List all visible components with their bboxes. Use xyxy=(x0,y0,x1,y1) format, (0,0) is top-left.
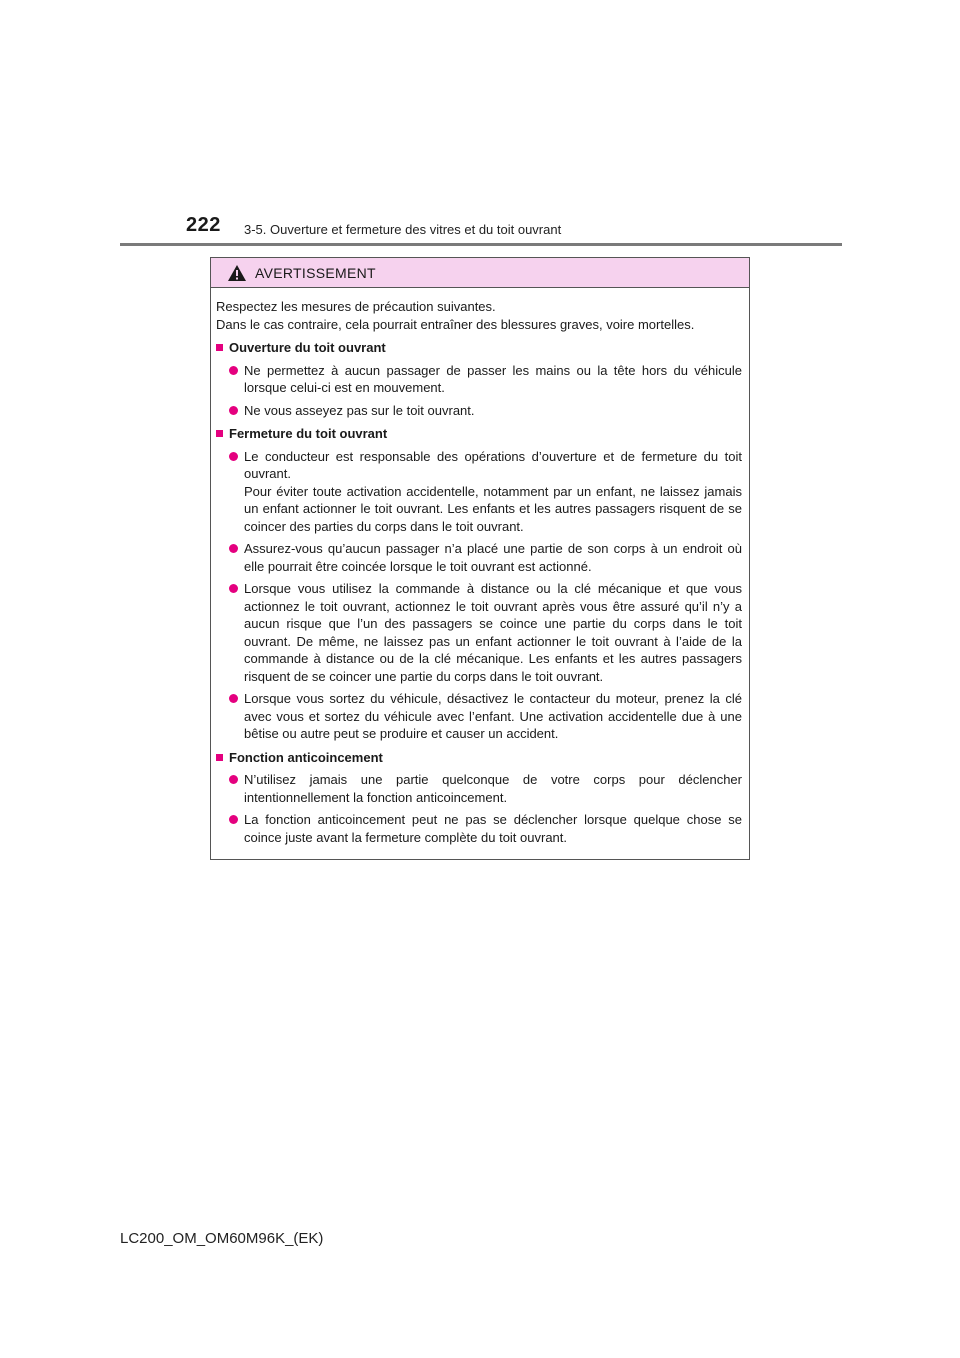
circle-bullet-icon xyxy=(229,775,238,784)
square-bullet-icon xyxy=(216,754,223,761)
circle-bullet-icon xyxy=(229,694,238,703)
warning-intro xyxy=(216,298,742,333)
bullet-item xyxy=(216,580,742,685)
warning-section xyxy=(216,749,742,847)
warning-triangle-icon xyxy=(227,264,247,282)
bullet-text: Ne vous asseyez pas sur le toit ouvrant. xyxy=(244,402,475,418)
page-number: 222 xyxy=(186,214,221,236)
intro-line: Dans le cas contraire, cela pourrait entraîner des blessures graves, voire mortelles. xyxy=(216,316,695,332)
bullet-item xyxy=(216,540,742,575)
bullet-text: Le conducteur est responsable des opérations d’ouverture et de fermeture du toit ouvrant. xyxy=(244,448,742,481)
header-divider xyxy=(120,243,842,246)
warning-header xyxy=(211,258,749,288)
circle-bullet-icon xyxy=(229,584,238,593)
bullet-item xyxy=(216,690,742,743)
bullet-item xyxy=(216,771,742,806)
circle-bullet-icon xyxy=(229,544,238,553)
circle-bullet-icon xyxy=(229,815,238,824)
circle-bullet-icon xyxy=(229,406,238,415)
section-heading: Fonction anticoincement xyxy=(229,749,383,765)
square-bullet-icon xyxy=(216,344,223,351)
square-bullet-icon xyxy=(216,430,223,437)
bullet-text: Lorsque vous utilisez la commande à distance ou la clé mécanique et que vous actionnez le toit ouvrant, actionnez le toit ouvrant après vous être assuré qu’il n’y a aucun risque que l’un des passagers se coince une partie du corps dans le toit ouvrant. De même, ne laissez pas un enfant actionner le toit ouvrant à l’aide de la commande à distance ou de la clé mécanique. Les enfants et les autres passagers risquent de se coincer une partie du corps dans le toit ouvrant. xyxy=(244,581,742,684)
bullet-item xyxy=(216,448,742,536)
document-code: LC200_OM_OM60M96K_(EK) xyxy=(120,1230,324,1247)
bullet-text: Ne permettez à aucun passager de passer les mains ou la tête hors du véhicule lorsque celui-ci est en mouvement. xyxy=(244,362,742,395)
circle-bullet-icon xyxy=(229,366,238,375)
bullet-text: La fonction anticoincement peut ne pas se déclencher lorsque quelque chose se coince juste avant la fermeture complète du toit ouvrant. xyxy=(244,812,742,845)
bullet-text: Assurez-vous qu’aucun passager n’a placé une partie de son corps à un endroit où elle pourrait être coincée lorsque le toit ouvrant est actionné. xyxy=(244,541,742,574)
warning-box xyxy=(210,257,750,860)
bullet-text: Lorsque vous sortez du véhicule, désactivez le contacteur du moteur, prenez la clé avec vous et sortez du véhicule avec l’enfant. Une activation accidentelle due à une bêtise ou autre peut se produire et causer un accident. xyxy=(244,691,742,741)
warning-section xyxy=(216,339,742,419)
section-heading: Fermeture du toit ouvrant xyxy=(229,426,388,441)
circle-bullet-icon xyxy=(229,452,238,461)
bullet-item xyxy=(216,362,742,397)
bullet-text: Pour éviter toute activation accidentelle, notamment par un enfant, ne laissez jamais un enfant actionner le toit ouvrant. Les enfants et les autres passagers risquent de se coincer des parties du corps dans le toit ouvrant. xyxy=(244,483,742,534)
section-title: 3-5. Ouverture et fermeture des vitres et du toit ouvrant xyxy=(244,222,562,237)
bullet-item xyxy=(216,402,742,420)
warning-body xyxy=(211,288,749,846)
warning-section xyxy=(216,425,742,743)
warning-title: AVERTISSEMENT xyxy=(255,264,376,281)
intro-line: Respectez les mesures de précaution suivantes. xyxy=(216,299,496,314)
section-heading: Ouverture du toit ouvrant xyxy=(229,340,386,355)
bullet-item xyxy=(216,811,742,846)
bullet-text: N’utilisez jamais une partie quelconque de votre corps pour déclencher intentionnellement la fonction anticoincement. xyxy=(244,772,742,805)
